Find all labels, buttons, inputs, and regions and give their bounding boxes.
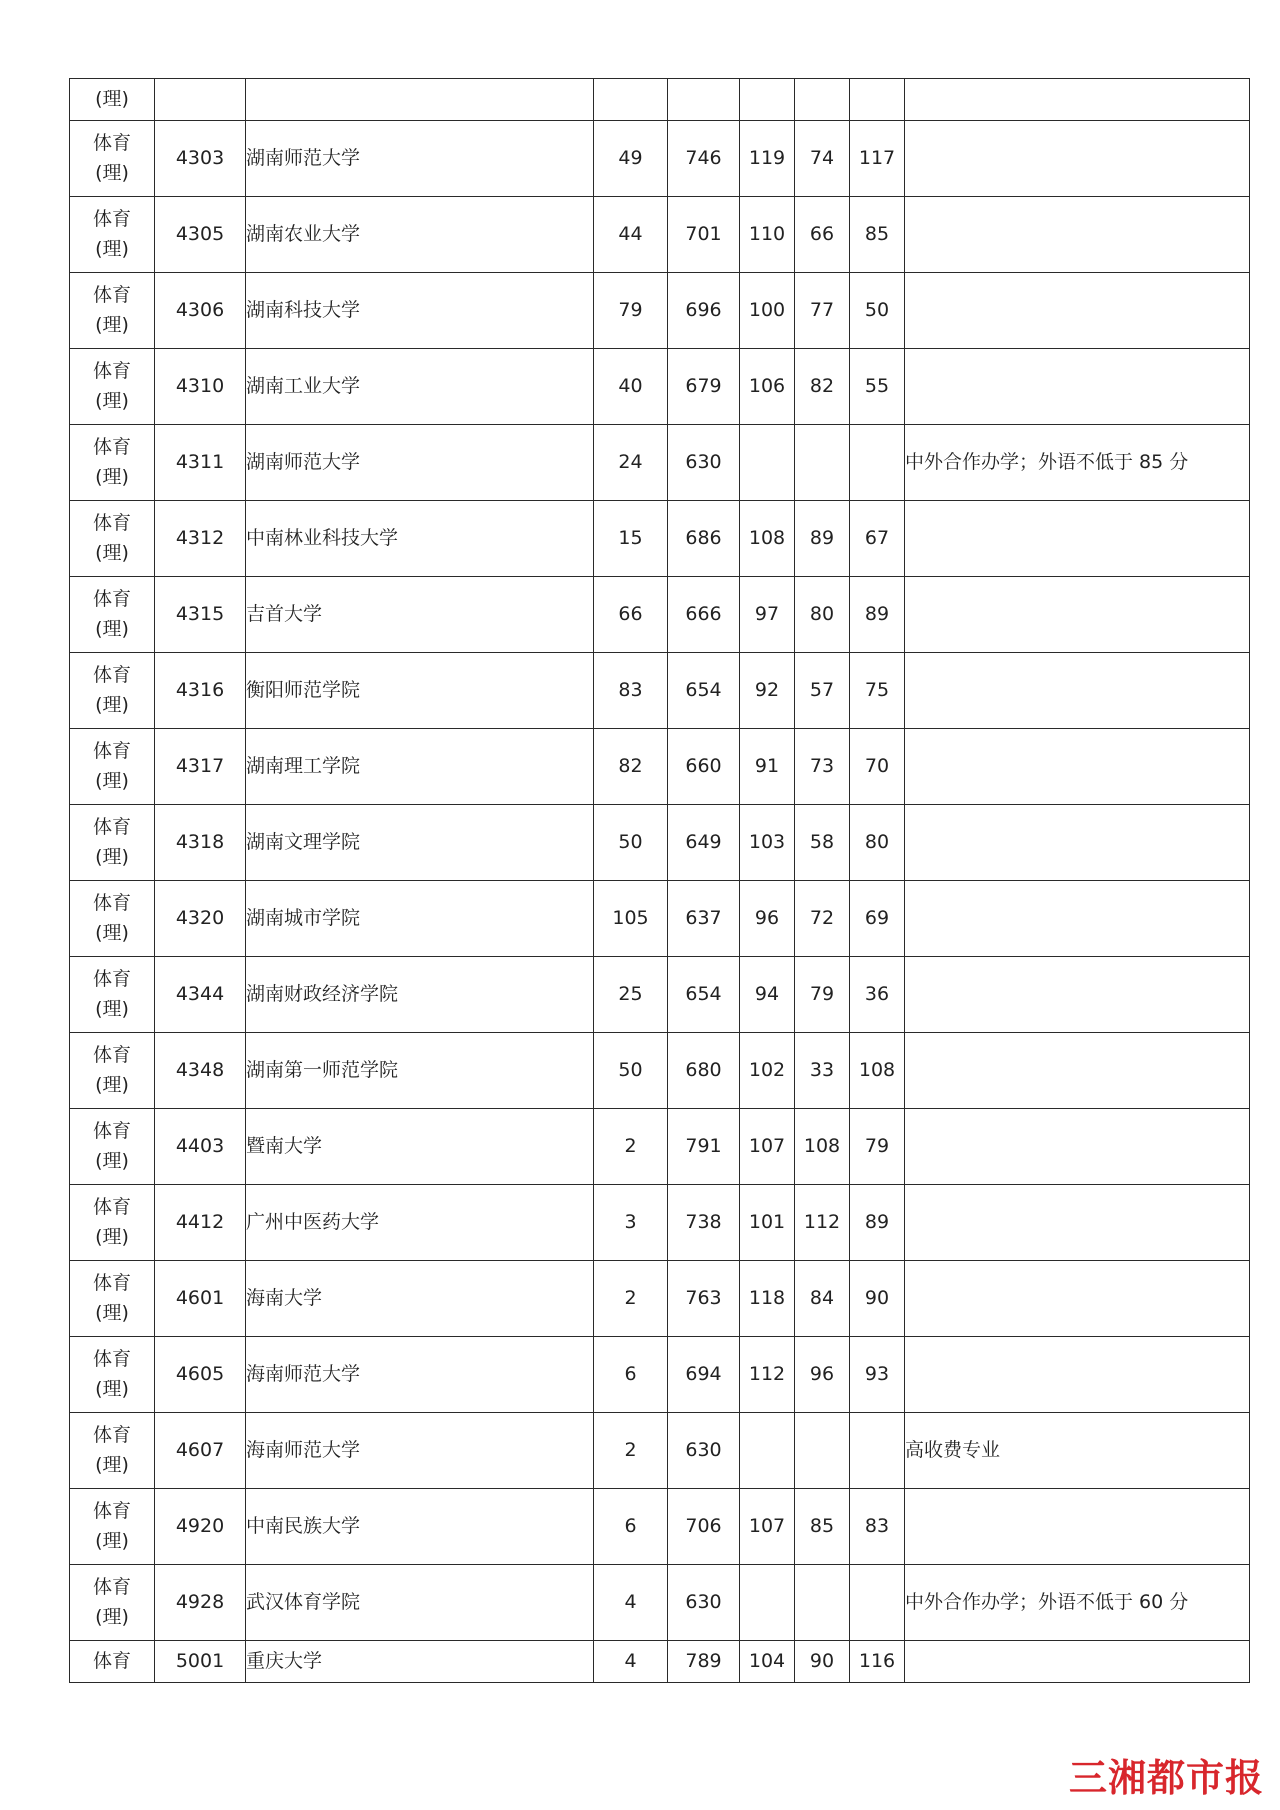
score-cell: 97: [740, 577, 795, 653]
type-cell: [70, 957, 155, 1033]
type-cell: [70, 729, 155, 805]
total-cell: 679: [668, 349, 740, 425]
table-row: [70, 577, 1250, 653]
score-cell: 108: [795, 1109, 850, 1185]
table-row: [70, 1489, 1250, 1565]
plan-cell: 2: [594, 1109, 668, 1185]
type-line: 体育: [92, 1044, 131, 1067]
score-cell: 106: [740, 349, 795, 425]
type-line: (理): [95, 921, 129, 944]
score-cell: 103: [740, 805, 795, 881]
code-cell: 4601: [155, 1261, 246, 1337]
score-cell: 112: [795, 1185, 850, 1261]
score-cell: 118: [740, 1261, 795, 1337]
type-line: (理): [95, 769, 129, 792]
table-row: [70, 1185, 1250, 1261]
type-line: (理): [95, 1225, 129, 1248]
score-cell: 96: [795, 1337, 850, 1413]
score-cell: [740, 425, 795, 501]
school-cell: 中南民族大学: [246, 1489, 594, 1565]
score-cell: 89: [850, 577, 905, 653]
type-line: (理): [95, 237, 129, 260]
plan-cell: 79: [594, 273, 668, 349]
type-line: 体育: [92, 1348, 131, 1371]
plan-cell: 50: [594, 1033, 668, 1109]
table-row: [70, 1565, 1250, 1641]
type-line: (理): [95, 1377, 129, 1400]
table-row: [70, 881, 1250, 957]
note-cell: [905, 121, 1250, 197]
score-cell: 112: [740, 1337, 795, 1413]
note-cell: 中外合作办学；外语不低于 60 分: [905, 1565, 1250, 1641]
score-cell: 57: [795, 653, 850, 729]
table-row: [70, 121, 1250, 197]
total-cell: 654: [668, 653, 740, 729]
plan-cell: 3: [594, 1185, 668, 1261]
total-cell: 789: [668, 1641, 740, 1683]
type-cell: 体育: [70, 1641, 155, 1683]
school-cell: 湖南理工学院: [246, 729, 594, 805]
total-cell: 660: [668, 729, 740, 805]
score-cell: 119: [740, 121, 795, 197]
type-cell: [70, 1261, 155, 1337]
score-cell: 80: [795, 577, 850, 653]
table-row: [70, 1033, 1250, 1109]
code-cell: 4318: [155, 805, 246, 881]
note-cell: [905, 197, 1250, 273]
score-cell: 79: [850, 1109, 905, 1185]
note-cell: [905, 349, 1250, 425]
type-cell: [70, 1337, 155, 1413]
score-cell: [795, 425, 850, 501]
table-row: [70, 273, 1250, 349]
type-line: 体育: [92, 284, 131, 307]
score-cell: 117: [850, 121, 905, 197]
type-line: (理): [95, 1529, 129, 1552]
note-cell: [905, 1185, 1250, 1261]
total-cell: 630: [668, 1413, 740, 1489]
table-row: [70, 501, 1250, 577]
table-row: [70, 1641, 1250, 1683]
score-cell: 107: [740, 1489, 795, 1565]
table-row: [70, 1261, 1250, 1337]
school-cell: 中南林业科技大学: [246, 501, 594, 577]
type-line: 体育: [92, 1500, 131, 1523]
code-cell: 4344: [155, 957, 246, 1033]
score-cell: [850, 425, 905, 501]
note-cell: [905, 653, 1250, 729]
code-cell: 4312: [155, 501, 246, 577]
score-cell: [740, 1413, 795, 1489]
code-cell: 4348: [155, 1033, 246, 1109]
code-cell: 4310: [155, 349, 246, 425]
total-cell: 701: [668, 197, 740, 273]
school-cell: 湖南师范大学: [246, 425, 594, 501]
plan-cell: 15: [594, 501, 668, 577]
type-cell: [70, 1413, 155, 1489]
note-cell: [905, 1261, 1250, 1337]
type-cell: [70, 1033, 155, 1109]
code-cell: 5001: [155, 1641, 246, 1683]
score-cell: 77: [795, 273, 850, 349]
score-cell: 66: [795, 197, 850, 273]
type-cell: [70, 805, 155, 881]
type-line: 体育: [92, 1120, 131, 1143]
code-cell: 4607: [155, 1413, 246, 1489]
total-cell: 630: [668, 1565, 740, 1641]
total-cell: [668, 79, 740, 121]
table-row-continued: [70, 79, 1250, 121]
code-cell: 4920: [155, 1489, 246, 1565]
note-cell: 中外合作办学；外语不低于 85 分: [905, 425, 1250, 501]
total-cell: 666: [668, 577, 740, 653]
plan-cell: 44: [594, 197, 668, 273]
total-cell: 649: [668, 805, 740, 881]
table-row: [70, 1109, 1250, 1185]
table-row: [70, 1337, 1250, 1413]
plan-cell: 24: [594, 425, 668, 501]
table-row: [70, 653, 1250, 729]
note-cell: [905, 577, 1250, 653]
plan-cell: 25: [594, 957, 668, 1033]
plan-cell: 105: [594, 881, 668, 957]
school-cell: 重庆大学: [246, 1641, 594, 1683]
plan-cell: 6: [594, 1489, 668, 1565]
type-line: (理): [95, 465, 129, 488]
plan-cell: 66: [594, 577, 668, 653]
note-cell: [905, 1033, 1250, 1109]
plan-cell: 82: [594, 729, 668, 805]
plan-cell: 2: [594, 1413, 668, 1489]
type-cell: [70, 1565, 155, 1641]
score-cell: 79: [795, 957, 850, 1033]
plan-cell: 49: [594, 121, 668, 197]
type-cell: [70, 501, 155, 577]
score-cell: [850, 79, 905, 121]
school-cell: 湖南科技大学: [246, 273, 594, 349]
code-cell: 4412: [155, 1185, 246, 1261]
total-cell: 696: [668, 273, 740, 349]
school-cell: 衡阳师范学院: [246, 653, 594, 729]
note-cell: [905, 957, 1250, 1033]
total-cell: 763: [668, 1261, 740, 1337]
code-cell: 4320: [155, 881, 246, 957]
note-cell: [905, 1337, 1250, 1413]
total-cell: 738: [668, 1185, 740, 1261]
table-row: [70, 1413, 1250, 1489]
plan-cell: 2: [594, 1261, 668, 1337]
type-line: (理): [95, 617, 129, 640]
type-line: (理): [95, 87, 129, 110]
score-cell: 93: [850, 1337, 905, 1413]
school-cell: [246, 79, 594, 121]
type-cell: [70, 881, 155, 957]
type-line: 体育: [92, 664, 131, 687]
school-cell: 吉首大学: [246, 577, 594, 653]
score-cell: 72: [795, 881, 850, 957]
code-cell: 4303: [155, 121, 246, 197]
type-line: 体育: [92, 588, 131, 611]
type-cell: [70, 197, 155, 273]
score-cell: 102: [740, 1033, 795, 1109]
score-cell: 96: [740, 881, 795, 957]
score-cell: [795, 1413, 850, 1489]
total-cell: 791: [668, 1109, 740, 1185]
total-cell: 706: [668, 1489, 740, 1565]
code-cell: 4311: [155, 425, 246, 501]
score-cell: 89: [795, 501, 850, 577]
note-cell: [905, 273, 1250, 349]
plan-cell: 83: [594, 653, 668, 729]
score-cell: 67: [850, 501, 905, 577]
table-row: [70, 197, 1250, 273]
type-cell: [70, 79, 155, 121]
score-cell: 55: [850, 349, 905, 425]
code-cell: 4305: [155, 197, 246, 273]
type-line: (理): [95, 845, 129, 868]
score-cell: [795, 79, 850, 121]
code-cell: 4928: [155, 1565, 246, 1641]
type-line: 体育: [92, 968, 131, 991]
total-cell: 654: [668, 957, 740, 1033]
score-cell: 94: [740, 957, 795, 1033]
note-cell: [905, 729, 1250, 805]
type-cell: [70, 1185, 155, 1261]
type-line: (理): [95, 161, 129, 184]
type-line: 体育: [92, 1196, 131, 1219]
type-line: 体育: [92, 1576, 131, 1599]
score-cell: 74: [795, 121, 850, 197]
total-cell: 694: [668, 1337, 740, 1413]
school-cell: 湖南第一师范学院: [246, 1033, 594, 1109]
type-line: 体育: [92, 360, 131, 383]
score-cell: 50: [850, 273, 905, 349]
score-cell: 107: [740, 1109, 795, 1185]
score-cell: [740, 79, 795, 121]
school-cell: 湖南城市学院: [246, 881, 594, 957]
score-cell: [795, 1565, 850, 1641]
type-line: 体育: [92, 436, 131, 459]
code-cell: 4316: [155, 653, 246, 729]
type-cell: [70, 577, 155, 653]
type-cell: [70, 1489, 155, 1565]
code-cell: [155, 79, 246, 121]
school-cell: 海南师范大学: [246, 1413, 594, 1489]
type-line: (理): [95, 1149, 129, 1172]
code-cell: 4605: [155, 1337, 246, 1413]
note-cell: [905, 1641, 1250, 1683]
total-cell: 637: [668, 881, 740, 957]
school-cell: 暨南大学: [246, 1109, 594, 1185]
score-cell: 101: [740, 1185, 795, 1261]
type-line: 体育: [92, 512, 131, 535]
score-cell: 92: [740, 653, 795, 729]
total-cell: 686: [668, 501, 740, 577]
score-cell: 108: [740, 501, 795, 577]
score-cell: 104: [740, 1641, 795, 1683]
plan-cell: 4: [594, 1565, 668, 1641]
type-cell: [70, 349, 155, 425]
type-line: 体育: [92, 208, 131, 231]
type-line: (理): [95, 389, 129, 412]
type-line: (理): [95, 1453, 129, 1476]
table-row: [70, 425, 1250, 501]
code-cell: 4315: [155, 577, 246, 653]
score-cell: 90: [850, 1261, 905, 1337]
type-line: 体育: [92, 892, 131, 915]
score-cell: 89: [850, 1185, 905, 1261]
type-line: 体育: [92, 740, 131, 763]
school-cell: 湖南师范大学: [246, 121, 594, 197]
score-cell: 36: [850, 957, 905, 1033]
score-cell: 73: [795, 729, 850, 805]
type-line: 体育: [92, 1424, 131, 1447]
code-cell: 4317: [155, 729, 246, 805]
plan-cell: [594, 79, 668, 121]
score-cell: 85: [850, 197, 905, 273]
score-cell: 90: [795, 1641, 850, 1683]
score-cell: 116: [850, 1641, 905, 1683]
type-line: (理): [95, 1073, 129, 1096]
code-cell: 4403: [155, 1109, 246, 1185]
score-cell: 33: [795, 1033, 850, 1109]
score-cell: 108: [850, 1033, 905, 1109]
type-line: 体育: [92, 132, 131, 155]
school-cell: 武汉体育学院: [246, 1565, 594, 1641]
score-cell: [740, 1565, 795, 1641]
note-cell: [905, 881, 1250, 957]
type-cell: [70, 121, 155, 197]
score-cell: 58: [795, 805, 850, 881]
score-cell: 80: [850, 805, 905, 881]
school-cell: 湖南财政经济学院: [246, 957, 594, 1033]
school-cell: 湖南工业大学: [246, 349, 594, 425]
score-cell: 84: [795, 1261, 850, 1337]
score-cell: 82: [795, 349, 850, 425]
table-row: [70, 957, 1250, 1033]
school-cell: 湖南农业大学: [246, 197, 594, 273]
plan-cell: 40: [594, 349, 668, 425]
type-line: 体育: [92, 816, 131, 839]
school-cell: 海南师范大学: [246, 1337, 594, 1413]
type-cell: [70, 273, 155, 349]
admission-score-table: [69, 78, 1250, 1683]
score-cell: 110: [740, 197, 795, 273]
table-row: [70, 729, 1250, 805]
type-line: (理): [95, 693, 129, 716]
note-cell: [905, 501, 1250, 577]
score-cell: 69: [850, 881, 905, 957]
type-line: (理): [95, 313, 129, 336]
plan-cell: 50: [594, 805, 668, 881]
table-body: [70, 79, 1250, 1683]
type-cell: [70, 653, 155, 729]
school-cell: 广州中医药大学: [246, 1185, 594, 1261]
total-cell: 630: [668, 425, 740, 501]
sanxiang-dushibao-logo: 三湘都市报: [1068, 1756, 1264, 1800]
type-line: 体育: [92, 1272, 131, 1295]
type-cell: [70, 1109, 155, 1185]
note-cell: 高收费专业: [905, 1413, 1250, 1489]
type-line: (理): [95, 541, 129, 564]
total-cell: 746: [668, 121, 740, 197]
note-cell: [905, 805, 1250, 881]
type-line: (理): [95, 1301, 129, 1324]
school-cell: 湖南文理学院: [246, 805, 594, 881]
code-cell: 4306: [155, 273, 246, 349]
type-cell: [70, 425, 155, 501]
note-cell: [905, 1489, 1250, 1565]
total-cell: 680: [668, 1033, 740, 1109]
note-cell: [905, 79, 1250, 121]
table-row: [70, 805, 1250, 881]
score-cell: 83: [850, 1489, 905, 1565]
score-cell: [850, 1413, 905, 1489]
score-cell: 100: [740, 273, 795, 349]
school-cell: 海南大学: [246, 1261, 594, 1337]
plan-cell: 6: [594, 1337, 668, 1413]
table-row: [70, 349, 1250, 425]
score-cell: 85: [795, 1489, 850, 1565]
score-cell: 70: [850, 729, 905, 805]
score-cell: 75: [850, 653, 905, 729]
note-cell: [905, 1109, 1250, 1185]
score-cell: 91: [740, 729, 795, 805]
type-line: (理): [95, 997, 129, 1020]
plan-cell: 4: [594, 1641, 668, 1683]
score-cell: [850, 1565, 905, 1641]
type-line: (理): [95, 1605, 129, 1628]
